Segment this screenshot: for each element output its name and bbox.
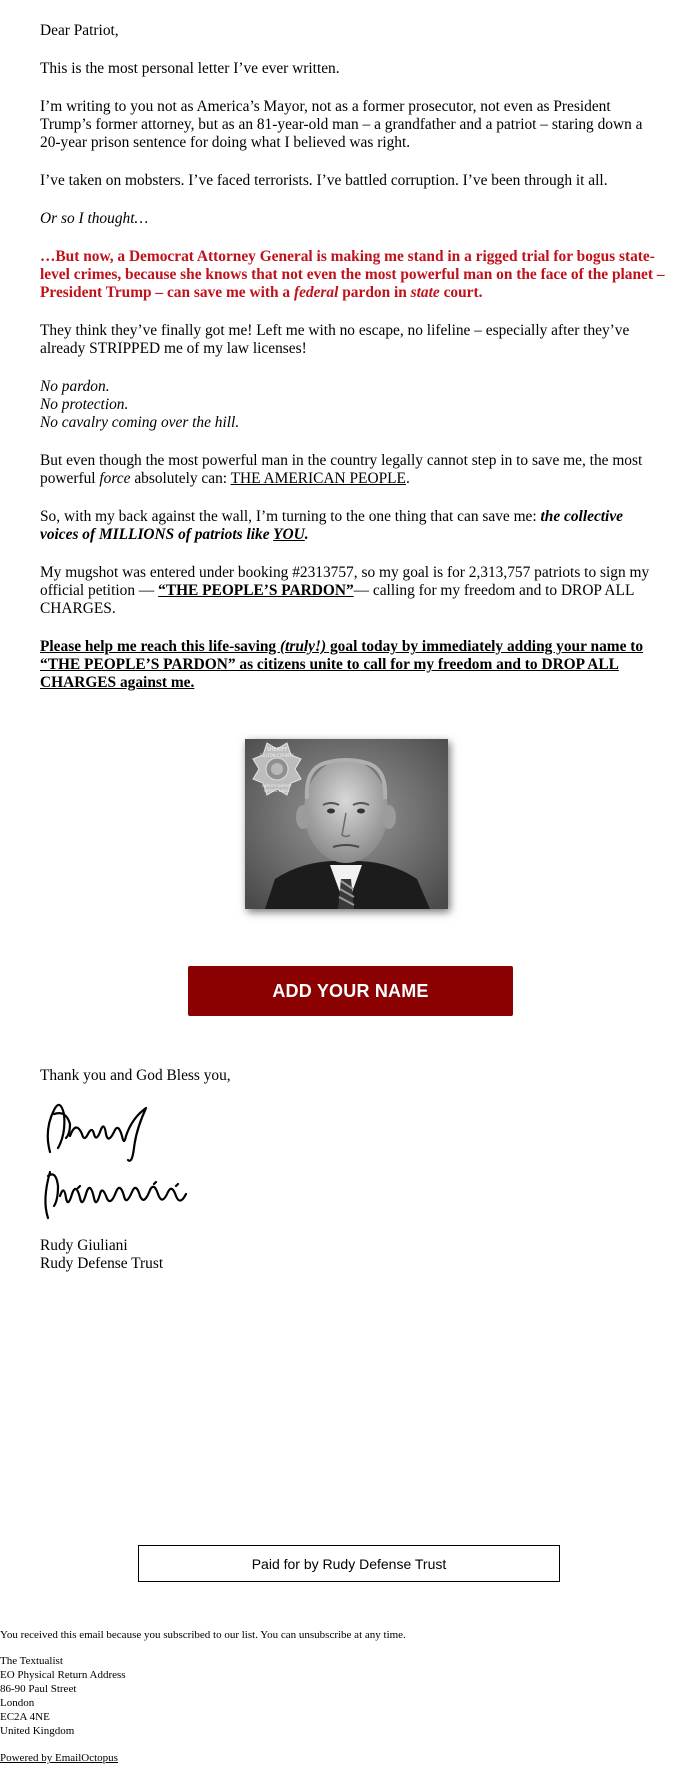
p7-force: force bbox=[99, 470, 131, 487]
paragraph-1: This is the most personal letter I’ve ever written. bbox=[40, 60, 340, 77]
badge-text: FULTON COUNTY bbox=[260, 753, 294, 758]
p5-text-e: court. bbox=[439, 284, 483, 301]
p8-text-a: So, with my back against the wall, I’m turning to the one thing that can save me: bbox=[40, 508, 541, 525]
address-line: London bbox=[0, 1697, 35, 1709]
paragraph-2: I’m writing to you not as America’s Mayor, not as a former prosecutor, not even as President Trump’s former attorney, but as an 81-year-old man – a grandfather and a patriot – staring down a 20-year prison sentence for doing what I believed was right. bbox=[40, 98, 643, 151]
signer-name: Rudy Giuliani bbox=[40, 1237, 128, 1254]
closing-line: Thank you and God Bless you, bbox=[40, 1067, 231, 1084]
powered-by-link[interactable]: Powered by EmailOctopus bbox=[0, 1752, 118, 1764]
p5-text-c: pardon in bbox=[338, 284, 411, 301]
ear-left bbox=[296, 805, 310, 829]
p5-federal: federal bbox=[293, 284, 339, 301]
p8-period: . bbox=[304, 526, 309, 543]
paid-for-disclaimer: Paid for by Rudy Defense Trust bbox=[138, 1545, 560, 1582]
p5-state: state bbox=[410, 284, 440, 301]
mugshot-photo[interactable] bbox=[245, 739, 448, 909]
no-list bbox=[40, 378, 665, 432]
peoples-pardon-link[interactable]: “THE PEOPLE’S PARDON” bbox=[158, 582, 354, 599]
p7-text-a: But even though the most powerful man in the country legally cannot step in to save me, the most powerful bbox=[40, 452, 643, 487]
add-your-name-button[interactable]: ADD YOUR NAME bbox=[188, 966, 513, 1016]
paragraph-7 bbox=[40, 452, 665, 488]
p10-text-a[interactable]: Please help me reach this life-saving bbox=[40, 638, 280, 655]
email-footer bbox=[0, 1628, 406, 1765]
badge-text: DEPUTY SHERIFF bbox=[262, 784, 292, 788]
list-item: No protection. bbox=[40, 396, 129, 413]
p7-text-c: absolutely can: bbox=[130, 470, 231, 487]
paragraph-4 bbox=[40, 210, 665, 228]
greeting: Dear Patriot, bbox=[40, 22, 119, 39]
face bbox=[304, 759, 388, 863]
paragraph-9 bbox=[40, 564, 665, 618]
list-item: No cavalry coming over the hill. bbox=[40, 414, 240, 431]
paragraph-10-cta-link[interactable] bbox=[40, 638, 665, 692]
signature-image bbox=[36, 1090, 196, 1230]
p9-text-a: My mugshot was entered under booking #2313757, so my goal is for 2,313,757 patriots to sign my official petition — bbox=[40, 564, 650, 599]
address-line: EO Physical Return Address bbox=[0, 1669, 126, 1681]
address-line: The Textualist bbox=[0, 1655, 63, 1667]
p7-text-e: . bbox=[405, 470, 410, 487]
or-so-i-thought: Or so I thought… bbox=[40, 210, 149, 227]
signer-block bbox=[40, 1237, 163, 1273]
mailing-address bbox=[0, 1654, 406, 1738]
p10-text-c[interactable]: goal today by immediately adding your name to “THE PEOPLE’S PARDON” as citizens unite to call for my freedom and to DROP ALL CHARGES against me. bbox=[40, 638, 644, 691]
paragraph-5-highlight bbox=[40, 248, 665, 302]
signature-icon bbox=[36, 1090, 196, 1230]
badge-text: PATROL LABEL bbox=[264, 789, 290, 793]
paragraph-6: They think they’ve finally got me! Left me with no escape, no lifeline – especially after they’ve already STRIPPED me of my law licenses! bbox=[40, 322, 630, 357]
address-line: 86-90 Paul Street bbox=[0, 1683, 77, 1695]
address-line: EC2A 4NE bbox=[0, 1711, 50, 1723]
mugshot-image bbox=[245, 739, 448, 909]
p10-truly[interactable]: (truly!) bbox=[279, 638, 327, 655]
p8-you: YOU bbox=[273, 526, 305, 543]
ear-right bbox=[382, 805, 396, 829]
paragraph-8 bbox=[40, 508, 665, 544]
p7-american-people: THE AMERICAN PEOPLE bbox=[230, 470, 406, 487]
badge-text: SHERIFF bbox=[266, 747, 288, 753]
signer-org: Rudy Defense Trust bbox=[40, 1255, 164, 1272]
paragraph-3: I’ve taken on mobsters. I’ve faced terrorists. I’ve battled corruption. I’ve been through it all. bbox=[40, 172, 608, 189]
list-item: No pardon. bbox=[40, 378, 110, 395]
p5-text-a: …But now, a Democrat Attorney General is making me stand in a rigged trial for bogus state-level crimes, because she knows that not even the most powerful man on the face of the planet – President Trump – can save me with a bbox=[40, 248, 665, 301]
p8-collective-voices: the collective voices of MILLIONS of patriots like bbox=[40, 508, 623, 543]
subscription-notice: You received this email because you subscribed to our list. You can unsubscribe at any time. bbox=[0, 1629, 406, 1641]
p9-text-c: — calling for my freedom and to DROP ALL CHARGES. bbox=[40, 582, 634, 617]
address-line: United Kingdom bbox=[0, 1725, 75, 1737]
letter-body bbox=[40, 22, 665, 712]
